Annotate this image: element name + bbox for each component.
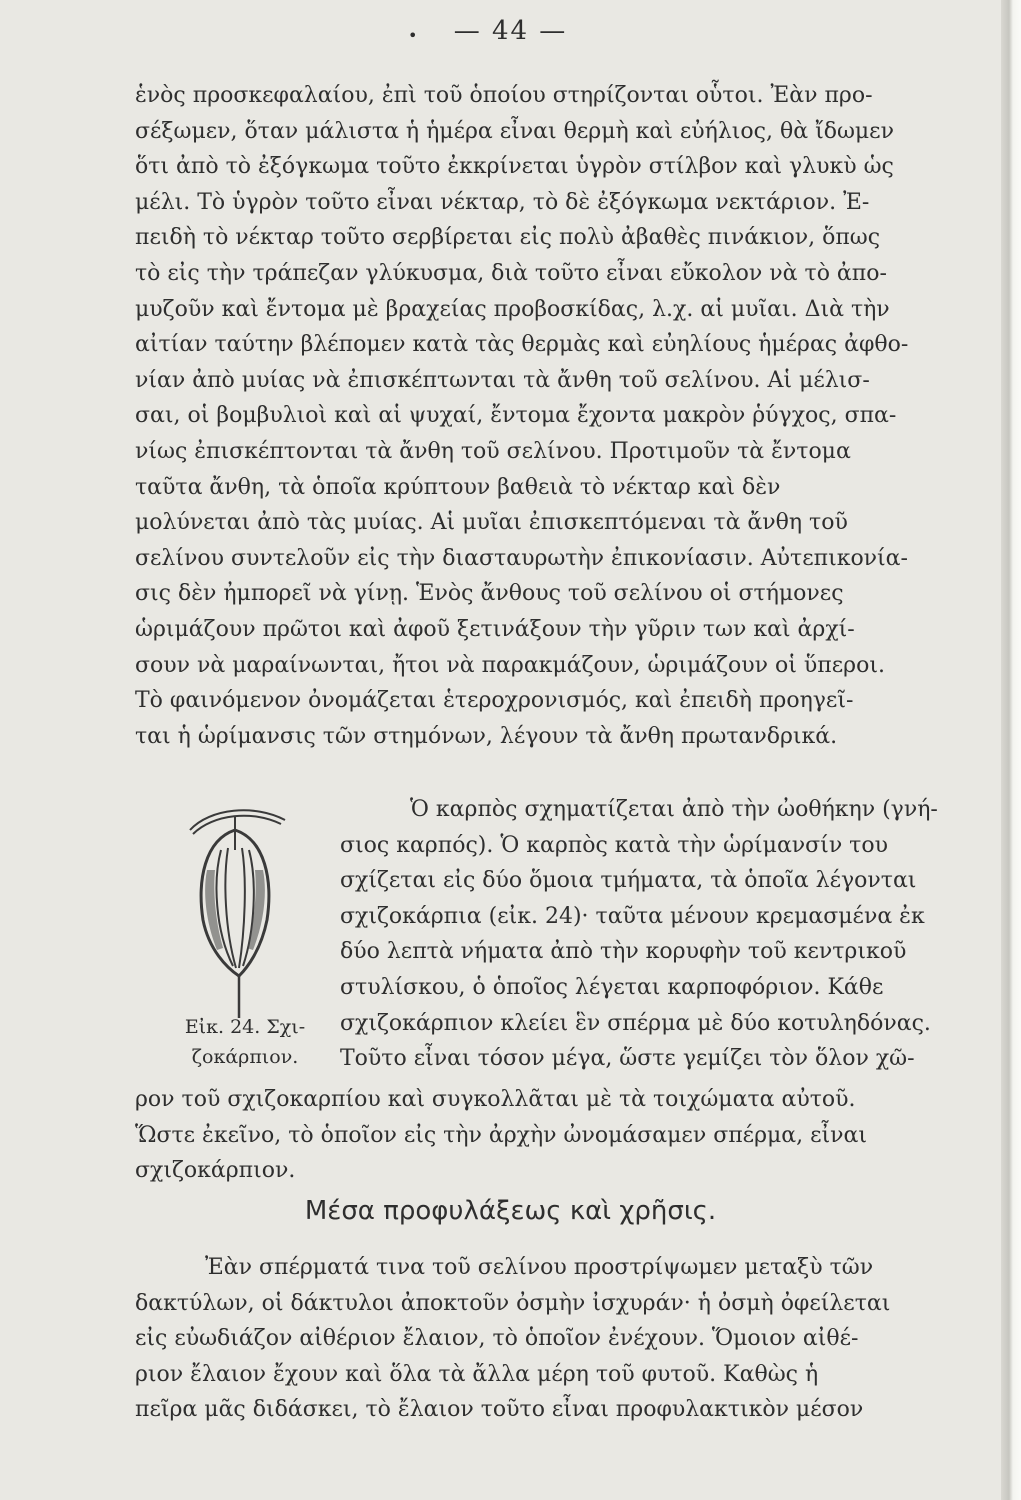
text-line: τὸ εἰς τὴν τράπεζαν γλύκυσμα, διὰ τοῦτο εἶναι εὔκολον νὰ τὸ ἀπο- — [135, 260, 887, 286]
figure-caption — [155, 1012, 335, 1072]
text-line: Ἐὰν σπέρματά τινα τοῦ σελίνου προστρίψωμεν μεταξὺ τῶν — [205, 1255, 874, 1280]
text-line: Ὥστε ἐκεῖνο, τὸ ὁποῖον εἰς τὴν ἀρχὴν ὠνομάσαμεν σπέρμα, εἶναι — [135, 1122, 868, 1148]
text-line: ται ἡ ὡρίμανσις τῶν στημόνων, λέγουν τὰ ἄνθη πρωτανδρικά. — [135, 723, 838, 749]
text-line: σχιζοκάρπιον. — [135, 1158, 296, 1184]
text-line: μολύνεται ἀπὸ τὰς μυίας. Αἱ μυῖαι ἐπισκεπτόμεναι τὰ ἄνθη τοῦ — [135, 510, 848, 536]
section-heading: Μέσα προφυλάξεως καὶ χρῆσις. — [304, 1196, 717, 1226]
text-line: σέξωμεν, ὅταν μάλιστα ἡ ἡμέρα εἶναι θερμὴ καὶ εὐήλιος, θὰ ἴδωμεν — [135, 118, 894, 144]
continued-paragraph — [135, 1082, 997, 1189]
page-edge-shadow — [1001, 0, 1021, 1500]
text-line: σχιζοκάρπια (εἰκ. 24)· ταῦτα μένουν κρεμασμένα ἐκ — [340, 903, 925, 929]
text-line: δύο λεπτὰ νήματα ἀπὸ τὴν κορυφὴν τοῦ κεντρικοῦ — [340, 939, 907, 965]
figure-caption-line: Εἰκ. 24. Σχι- — [184, 1016, 306, 1038]
text-line: Ὁ καρπὸς σχηματίζεται ἀπὸ τὴν ὠοθήκην (γνή- — [410, 797, 938, 822]
schizocarp-illustration — [135, 790, 335, 1020]
text-line: σχιζοκάρπιον κλείει ἓν σπέρμα μὲ δύο κοτυληδόνας. — [340, 1010, 931, 1036]
figure-caption-line: ζοκάρπιον. — [191, 1046, 299, 1068]
text-line: σαι, οἱ βομβυλιοὶ καὶ αἱ ψυχαί, ἔντομα ἔχοντα μακρὸν ῥύγχος, σπα- — [135, 403, 897, 429]
text-line: μυζοῦν καὶ ἔντομα μὲ βραχείας προβοσκίδας, λ.χ. αἱ μυῖαι. Διὰ τὴν — [135, 296, 890, 322]
text-line: σουν νὰ μαραίνωνται, ἤτοι νὰ παρακμάζουν, ὡριμάζουν οἱ ὕπεροι. — [135, 652, 885, 678]
text-line: ταῦτα ἄνθη, τὰ ὁποῖα κρύπτουν βαθειὰ τὸ νέκταρ καὶ δὲν — [135, 474, 781, 500]
margin-dot: • — [408, 26, 418, 45]
text-line: Τοῦτο εἶναι τόσον μέγα, ὥστε γεμίζει τὸν ὅλον χῶ- — [340, 1046, 915, 1072]
text-line: σχίζεται εἰς δύο ὅμοια τμήματα, τὰ ὁποῖα λέγονται — [340, 868, 917, 894]
text-line: πειδὴ τὸ νέκταρ τοῦτο σερβίρεται εἰς πολὺ ἀβαθὲς πινάκιον, ὅπως — [135, 225, 881, 251]
text-line: δακτύλων, οἱ δάκτυλοι ἀποκτοῦν ὀσμὴν ἰσχυράν· ἡ ὀσμὴ ὀφείλεται — [135, 1290, 891, 1316]
main-paragraph — [135, 78, 997, 754]
final-paragraph — [135, 1250, 997, 1428]
figure-wrapped-paragraph — [340, 792, 997, 1077]
text-line: ὡριμάζουν πρῶτοι καὶ ἀφοῦ ξετινάξουν τὴν γῦριν των καὶ ἀρχί- — [135, 616, 855, 642]
text-line: σιος καρπός). Ὁ καρπὸς κατὰ τὴν ὡρίμανσίν του — [340, 832, 888, 858]
text-line: ρον τοῦ σχιζοκαρπίου καὶ συγκολλᾶται μὲ τὰ τοιχώματα αὐτοῦ. — [135, 1087, 856, 1112]
text-line: αἰτίαν ταύτην βλέπομεν κατὰ τὰς θερμὰς καὶ εὐηλίους ἡμέρας ἀφθο- — [135, 332, 909, 358]
text-line: νίως ἐπισκέπτονται τὰ ἄνθη τοῦ σελίνου. Προτιμοῦν τὰ ἔντομα — [135, 438, 851, 464]
text-line: νίαν ἀπὸ μυίας νὰ ἐπισκέπτωνται τὰ ἄνθη τοῦ σελίνου. Αἱ μέλισ- — [135, 367, 870, 393]
text-line: Τὸ φαινόμενον ὀνομάζεται ἑτεροχρονισμός, καὶ ἐπειδὴ προηγεῖ- — [135, 688, 854, 714]
text-line: ὅτι ἀπὸ τὸ ἐξόγκωμα τοῦτο ἐκκρίνεται ὑγρὸν στίλβον καὶ γλυκὺ ὡς — [135, 154, 894, 180]
text-line: στυλίσκου, ὁ ὁποῖος λέγεται καρποφόριον. Κάθε — [340, 974, 884, 1000]
text-line: μέλι. Τὸ ὑγρὸν τοῦτο εἶναι νέκταρ, τὸ δὲ ἐξόγκωμα νεκτάριον. Ἐ- — [135, 189, 870, 215]
text-line: ἑνὸς προσκεφαλαίου, ἐπὶ τοῦ ὁποίου στηρίζονται οὗτοι. Ἐὰν προ- — [135, 83, 873, 108]
text-line: πεῖρα μᾶς διδάσκει, τὸ ἔλαιον τοῦτο εἶναι προφυλακτικὸν μέσον — [135, 1397, 864, 1423]
text-line: σις δὲν ἠμπορεῖ νὰ γίνῃ. Ἑνὸς ἄνθους τοῦ σελίνου οἱ στήμονες — [135, 581, 844, 607]
text-line: σελίνου συντελοῦν εἰς τὴν διασταυρωτὴν ἐπικονίασιν. Αὐτεπικονία- — [135, 545, 908, 571]
text-line: ριον ἔλαιον ἔχουν καὶ ὅλα τὰ ἄλλα μέρη τοῦ φυτοῦ. Καθὼς ἡ — [135, 1361, 819, 1387]
page-number: — 44 — — [453, 16, 568, 46]
text-line: εἰς εὐωδιάζον αἰθέριον ἔλαιον, τὸ ὁποῖον ἐνέχουν. Ὅμοιον αἰθέ- — [135, 1326, 859, 1352]
